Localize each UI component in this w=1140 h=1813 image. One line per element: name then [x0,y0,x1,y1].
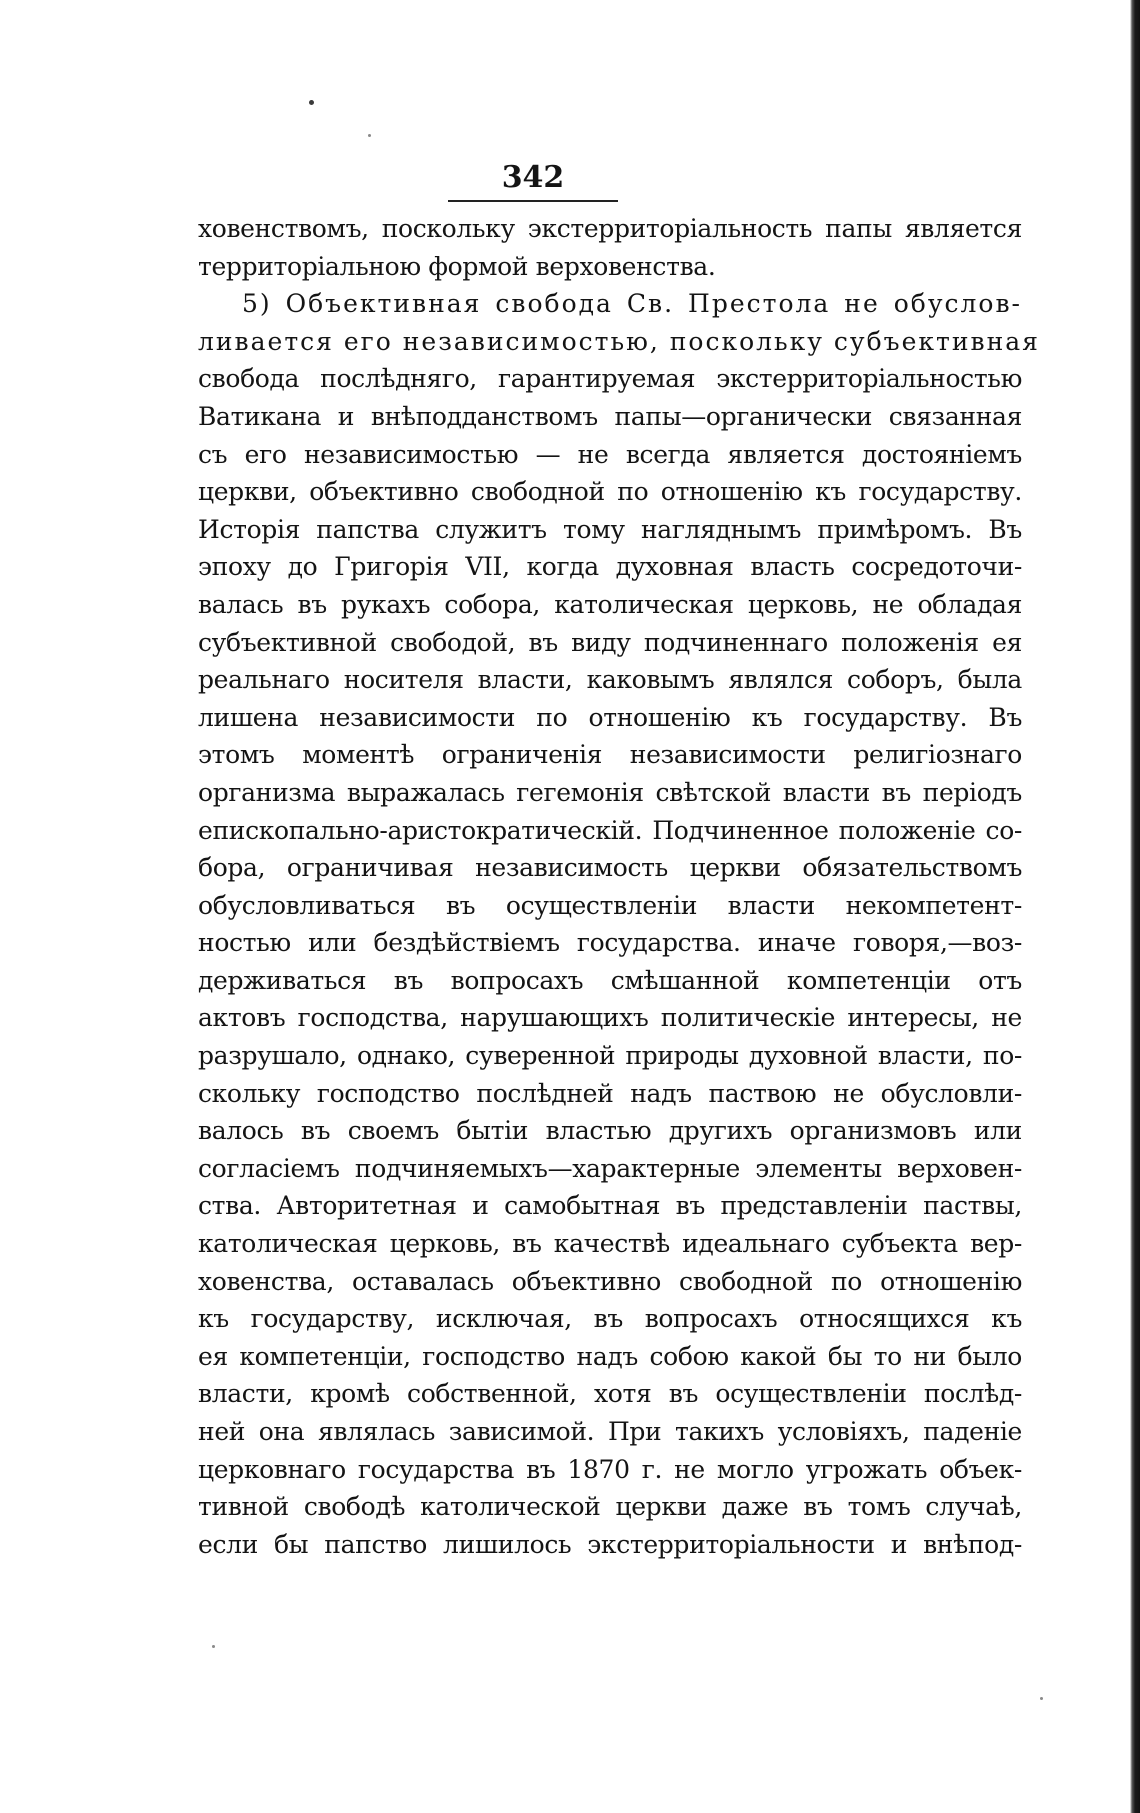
text-line: субъективной свободой, въ виду подчиненнаго положенія ея [198,627,1022,657]
scan-edge [1114,0,1140,1813]
text-line: эпоху до Григорія VII, когда духовная власть сосредоточи- [198,552,1022,582]
text-line: согласіемъ подчиняемыхъ—характерные элементы верховен- [198,1153,1022,1183]
text-line: католическая церковь, въ качествѣ идеальнаго субъекта вер- [198,1229,1022,1259]
text-line: валось въ своемъ бытіи властью другихъ организмовъ или [198,1116,1022,1146]
scan-speck [212,1645,215,1648]
text-line: свобода послѣдняго, гарантируемая экстерриторіальностью [198,364,1022,394]
text-line: ностью или бездѣйствіемъ государства. иначе говоря,—воз- [198,928,1022,958]
text-line: ней она являлась зависимой. При такихъ условіяхъ, паденіе [198,1417,1022,1446]
text-line: тивной свободѣ католической церкви даже въ томъ случаѣ, [198,1492,1022,1522]
text-line: разрушало, однако, суверенной природы духовной власти, по- [198,1041,1022,1071]
text-line: обусловливаться въ осуществленіи власти некомпетент- [198,890,1022,920]
text-line: ховенствомъ, поскольку экстерриторіальность папы является [198,214,1022,243]
text-line: держиваться въ вопросахъ смѣшанной компетенціи отъ [198,965,1022,995]
text-line: съ его независимостью — не всегда является достояніемъ [198,439,1022,469]
text-line: организма выражалась гегемонія свѣтской власти въ періодъ [198,777,1022,807]
text-line: если бы папство лишилось экстерриторіальности и внѣпод- [198,1529,1022,1559]
text-line: реальнаго носителя власти, каковымъ являлся соборъ, была [198,665,1022,695]
scan-speck [309,100,314,105]
text-line: епископально-аристократическій. Подчиненное положеніе со- [198,815,1022,845]
text-line: ливается его независимостью, поскольку субъективная [198,326,1040,356]
text-line: бора, ограничивая независимость церкви обязательствомъ [198,853,1022,883]
text-line: Исторія папства служитъ тому нагляднымъ примѣромъ. Въ [198,514,1022,544]
text-line: Ватикана и внѣподданствомъ папы—органически связанная [198,401,1022,431]
text-line: скольку господство послѣдней надъ паствою не обусловли- [198,1078,1022,1108]
text-line: лишена независимости по отношенію къ государству. Въ [198,702,1022,732]
text-line: ства. Авторитетная и самобытная въ представленіи паствы, [198,1191,1022,1221]
text-line: этомъ моментѣ ограниченія независимости религіознаго [198,740,1022,770]
text-line: актовъ господства, нарушающихъ политическіе интересы, не [198,1003,1022,1033]
text-line: территоріальною формой верховенства. [198,251,716,281]
scan-speck [368,134,371,137]
text-line: валась въ рукахъ собора, католическая церковь, не обладая [198,589,1022,619]
text-line: церкви, объективно свободной по отношенію къ государству. [198,477,1022,507]
text-line: власти, кромѣ собственной, хотя въ осуществленіи послѣд- [198,1379,1022,1409]
paragraph-start-line: 5) Объективная свобода Св. Престола не обуслов- [242,289,1022,319]
book-page [198,160,1040,1563]
text-line: церковнаго государства въ 1870 г. не могло угрожать объек- [198,1454,1022,1484]
scan-speck [1040,1697,1043,1700]
text-line: ея компетенціи, господство надъ собою какой бы то ни было [198,1341,1022,1371]
text-line: къ государству, исключая, въ вопросахъ относящихся къ [198,1304,1022,1334]
text-line: ховенства, оставалась объективно свободной по отношенію [198,1266,1022,1296]
page-number: 342 [448,160,618,202]
body-text [198,210,1040,1563]
